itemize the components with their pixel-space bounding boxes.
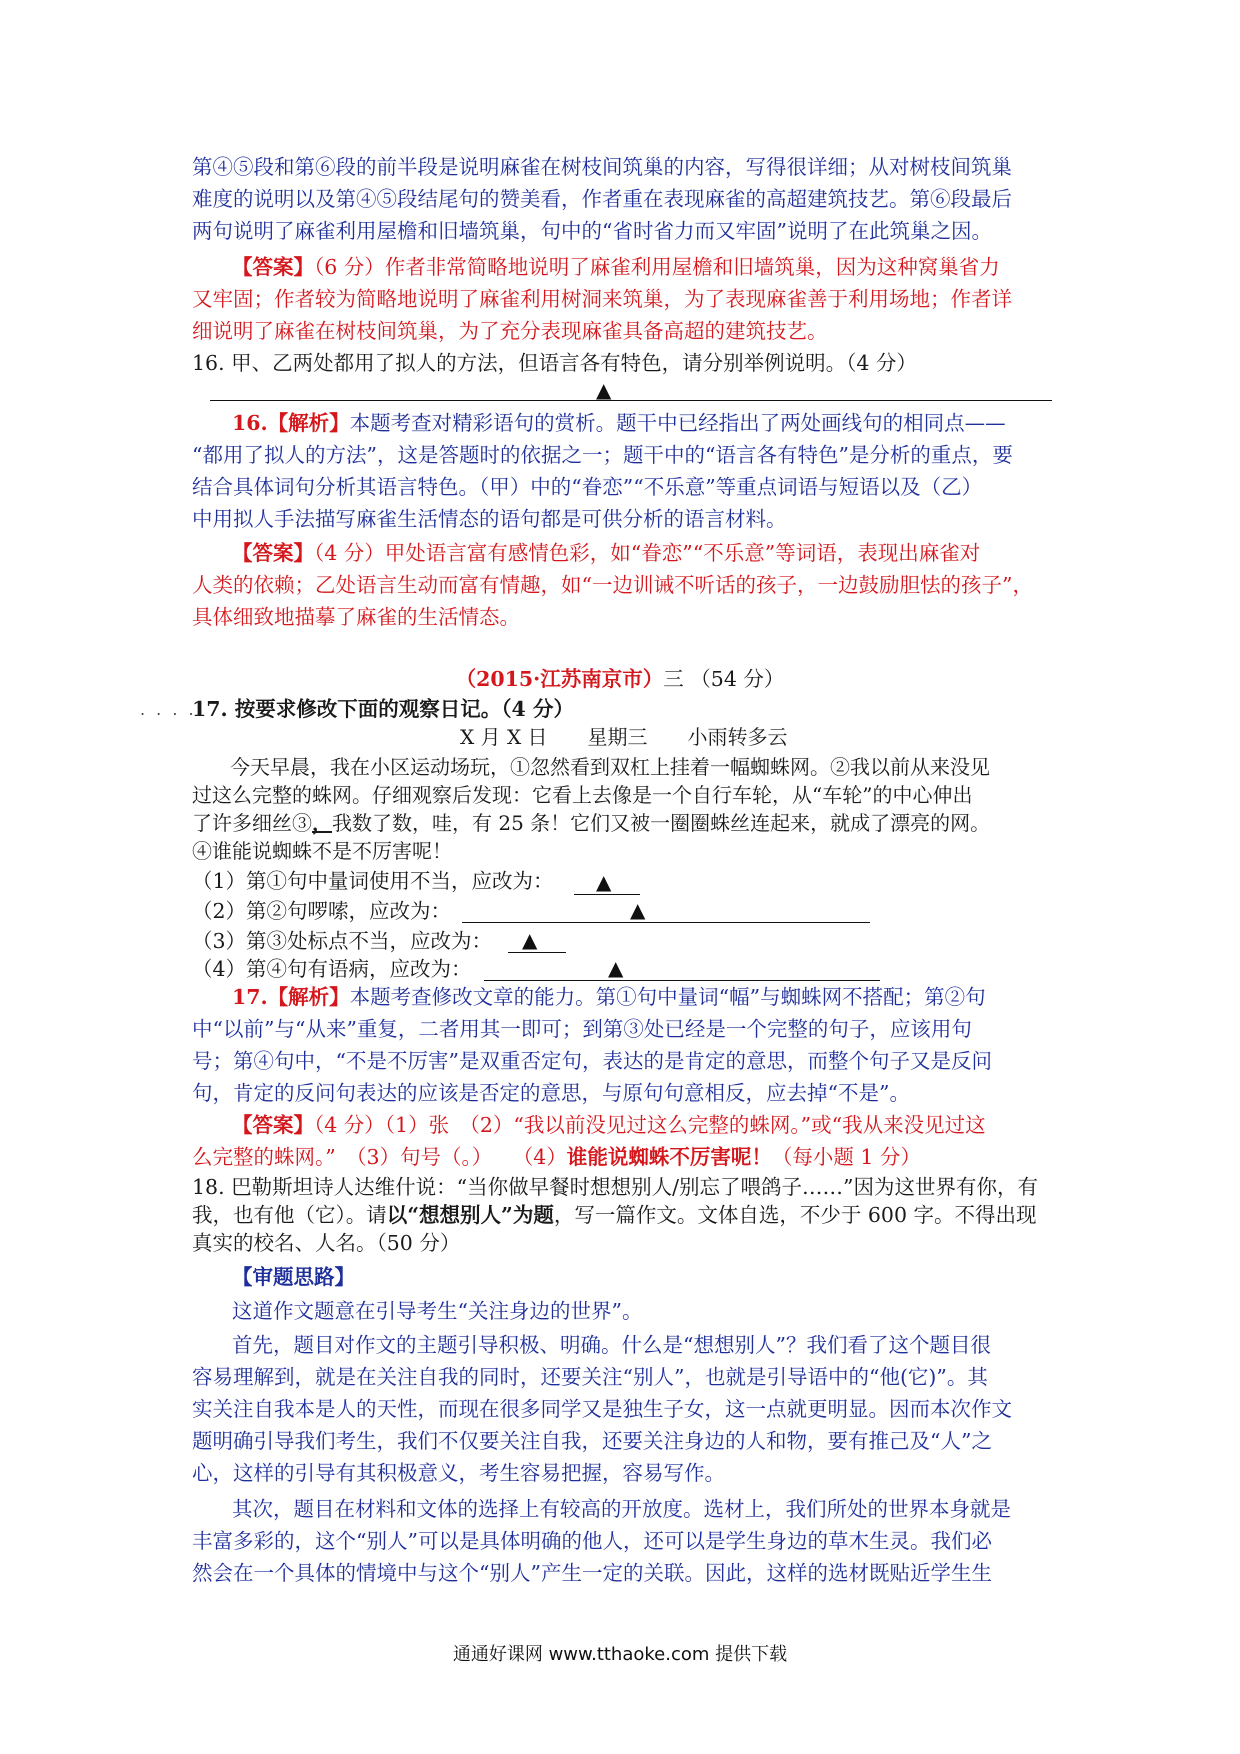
answer-line: 么完整的蛛网。” （3）句号（。） （4）谁能说蜘蛛不厉害呢！（每小题 1 分） [192, 1145, 921, 1169]
question-17-title: 17. 按要求修改下面的观察日记。（4 分） [192, 697, 574, 721]
explanation-line: 中用拟人手法描写麻雀生活情态的语句都是可供分析的语言材料。 [192, 507, 787, 531]
question-16: 16. 甲、乙两处都用了拟人的方法，但语言各有特色，请分别举例说明。（4 分） [192, 351, 917, 375]
blank-marker: ▲ [630, 898, 646, 922]
answer-line: 人类的依赖；乙处语言生动而富有情趣，如“一边训诫不听话的孩子，一边鼓励胆怯的孩子”， [192, 573, 1033, 597]
diary-line: 了许多细丝③，我数了数，哇，有 25 条！它们又被一圈圈蛛丝连起来，就成了漂亮的网。 [192, 811, 991, 835]
question-number: 16. [232, 411, 268, 435]
answer-blank-line [462, 922, 870, 923]
diary-line: 过这么完整的蛛网。仔细观察后发现：它看上去像是一个自行车轮，从“车轮”的中心伸出 [192, 783, 973, 807]
review-line: 然会在一个具体的情境中与这个“别人”产生一定的关联。因此，这样的选材既贴近学生生 [192, 1561, 992, 1585]
explanation-line: “都用了拟人的方法”，这是答题时的依据之一；题干中的“语言各有特色”是分析的重点，要 [192, 443, 1013, 467]
answer-line: 【答案】（6 分）作者非常简略地说明了麻雀利用屋檐和旧墙筑巢，因为这种窝巢省力 [232, 255, 1000, 279]
review-line: 首先，题目对作文的主题引导积极、明确。什么是“想想别人”？我们看了这个题目很 [232, 1333, 991, 1357]
section-heading [0, 664, 1240, 694]
answer-line: 【答案】（4 分）（1）张 （2）“我以前没见过这么完整的蛛网。”或“我从来没见过这 [232, 1113, 986, 1137]
blank-marker: ▲ [596, 870, 612, 894]
answer-line: 【答案】（4 分）甲处语言富有感情色彩，如“眷恋”“不乐意”等词语，表现出麻雀对 [232, 541, 981, 565]
answer-blank-line [574, 894, 640, 895]
explanation-line: 中“以前”与“从来”重复，二者用其一即可；到第③处已经是一个完整的句子，应该用句 [192, 1017, 972, 1041]
section-title: 三 （54 分） [663, 667, 785, 691]
section-source: （2015·江苏南京市） [455, 667, 664, 691]
dot-leader: . . . . [140, 700, 197, 719]
review-line: 心，这样的引导有其积极意义，考生容易把握，容易写作。 [192, 1461, 725, 1485]
essay-title-requirement: 以“想想别人”为题 [386, 1203, 554, 1227]
answer-tag: 【答案】 [232, 541, 314, 565]
blank-marker: ▲ [596, 378, 612, 402]
subquestion-1: （1）第①句中量词使用不当，应改为： [192, 869, 554, 893]
analysis-line: 难度的说明以及第④⑤段结尾句的赞美看，作者重在表现麻雀的高超建筑技艺。第⑥段最后 [192, 187, 1012, 211]
explanation-line: 16.【解析】本题考查对精彩语句的赏析。题干中已经指出了两处画线句的相同点—— [232, 411, 1006, 435]
question-18: 我，也有他（它）。请以“想想别人”为题，写一篇作文。文体自选，不少于 600 字。不得出现 [192, 1203, 1037, 1227]
blank-marker: ▲ [608, 956, 624, 980]
diary-date: X 月 X 日 星期三 小雨转多云 [460, 725, 788, 749]
question-number: 17. [232, 985, 268, 1009]
question-18: 18. 巴勒斯坦诗人达维什说：“当你做早餐时想想别人/别忘了喂鸽子……”因为这世界有你，有 [192, 1175, 1038, 1199]
subquestion-3: （3）第③处标点不当，应改为： [192, 929, 493, 953]
answer-tag: 【答案】 [232, 1113, 314, 1137]
explanation-line: 句，肯定的反问句表达的应该是否定的意思，与原句句意相反，应去掉“不是”。 [192, 1081, 910, 1105]
explanation-tag: 【解析】 [267, 411, 350, 435]
explanation-tag: 【解析】 [267, 985, 350, 1009]
review-line: 丰富多彩的，这个“别人”可以是具体明确的他人，还可以是学生身边的草木生灵。我们必 [192, 1529, 992, 1553]
answer-line: 又牢固；作者较为简略地说明了麻雀利用树洞来筑巢，为了表现麻雀善于利用场地；作者详 [192, 287, 1012, 311]
review-line: 其次，题目在材料和文体的选择上有较高的开放度。选材上，我们所处的世界本身就是 [232, 1497, 1011, 1521]
subquestion-2: （2）第②句啰嗦，应改为： [192, 899, 452, 923]
analysis-line: 第④⑤段和第⑥段的前半段是说明麻雀在树枝间筑巢的内容，写得很详细；从对树枝间筑巢 [192, 155, 1012, 179]
analysis-line: 两句说明了麻雀利用屋檐和旧墙筑巢，句中的“省时省力而又牢固”说明了在此筑巢之因。 [192, 219, 992, 243]
review-tag: 【审题思路】 [232, 1265, 355, 1289]
answer-line: 细说明了麻雀在树枝间筑巢，为了充分表现麻雀具备高超的建筑技艺。 [192, 319, 828, 343]
answer-blank-line [508, 952, 566, 953]
diary-line: 今天早晨，我在小区运动场玩，①忽然看到双杠上挂着一幅蜘蛛网。②我以前从来没见 [230, 755, 990, 779]
punctuation-mark: ， [312, 811, 332, 835]
answer-blank-line [484, 980, 880, 981]
review-line: 这道作文题意在引导考生“关注身边的世界”。 [232, 1299, 643, 1323]
review-line: 题明确引导我们考生，我们不仅要关注自我，还要关注身边的人和物，要有推己及“人”之 [192, 1429, 992, 1453]
answer-blank-line [210, 400, 1052, 401]
review-line: 实关注自我本是人的天性，而现在很多同学又是独生子女，这一点就更明显。因而本次作文 [192, 1397, 1012, 1421]
answer-line: 具体细致地描摹了麻雀的生活情态。 [192, 605, 520, 629]
subquestion-4: （4）第④句有语病，应改为： [192, 957, 472, 981]
explanation-line: 号；第④句中，“不是不厉害”是双重否定句，表达的是肯定的意思，而整个句子又是反问 [192, 1049, 992, 1073]
explanation-line: 17.【解析】本题考查修改文章的能力。第①句中量词“幅”与蜘蛛网不搭配；第②句 [232, 985, 986, 1009]
blank-marker: ▲ [522, 928, 538, 952]
answer-tag: 【答案】 [232, 255, 314, 279]
review-line: 容易理解到，就是在关注自我的同时，还要关注“别人”，也就是引导语中的“他(它)”。其 [192, 1365, 988, 1389]
diary-line: ④谁能说蜘蛛不是不厉害呢！ [192, 839, 452, 863]
page-footer: 通通好课网 www.tthaoke.com 提供下载 [452, 1644, 788, 1665]
question-18: 真实的校名、人名。（50 分） [192, 1231, 461, 1255]
explanation-line: 结合具体词句分析其语言特色。（甲）中的“眷恋”“不乐意”等重点词语与短语以及（乙） [192, 475, 983, 499]
